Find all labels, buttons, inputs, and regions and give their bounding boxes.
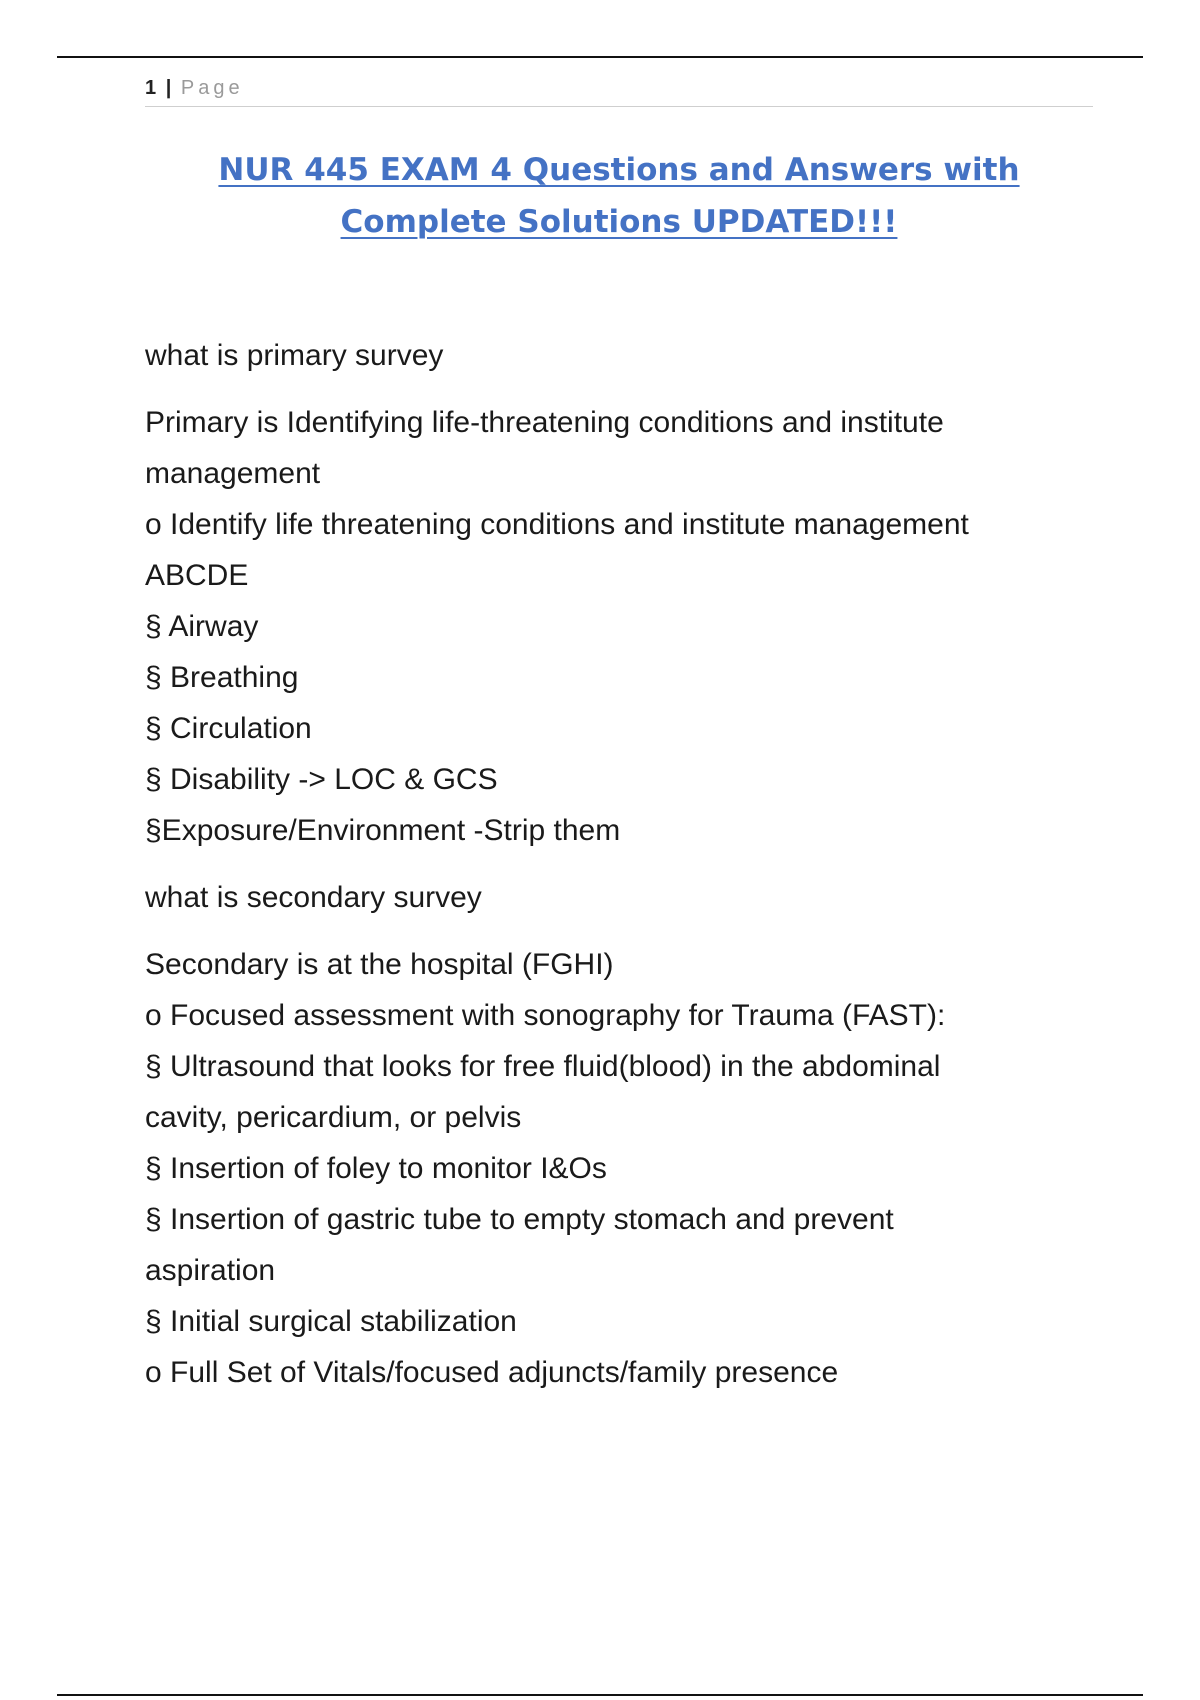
answer-line: § Circulation — [145, 712, 312, 745]
answer-line: management — [145, 457, 321, 490]
document-title-line-1: NUR 445 EXAM 4 Questions and Answers with — [218, 152, 1020, 188]
top-border-line — [57, 56, 1143, 58]
answer-line: Primary is Identifying life-threatening conditions and institute — [145, 406, 944, 439]
answer-line: o Identify life threatening conditions and institute management — [145, 508, 969, 541]
answer-line: cavity, pericardium, or pelvis — [145, 1101, 522, 1134]
document-body — [145, 330, 1093, 1414]
page-number: 1 — [145, 77, 157, 99]
answer-block — [145, 939, 1093, 1398]
page-header — [145, 74, 1093, 107]
answer-line: § Insertion of gastric tube to empty stomach and prevent — [145, 1203, 894, 1236]
answer-line: §Exposure/Environment -Strip them — [145, 814, 621, 847]
page-number-separator: | — [165, 77, 172, 99]
answer-line: § Breathing — [145, 661, 299, 694]
question-text: what is primary survey — [145, 339, 444, 372]
answer-line: § Insertion of foley to monitor I&Os — [145, 1152, 607, 1185]
document-title — [145, 144, 1093, 248]
answer-line: o Full Set of Vitals/focused adjuncts/family presence — [145, 1356, 839, 1389]
answer-line: aspiration — [145, 1254, 276, 1287]
answer-line: ABCDE — [145, 559, 249, 592]
answer-line: o Focused assessment with sonography for Trauma (FAST): — [145, 999, 946, 1032]
answer-block — [145, 397, 1093, 856]
answer-line: § Ultrasound that looks for free fluid(blood) in the abdominal — [145, 1050, 941, 1083]
answer-line: § Airway — [145, 610, 259, 643]
answer-line: § Disability -> LOC & GCS — [145, 763, 498, 796]
question-text: what is secondary survey — [145, 881, 482, 914]
page-label: Page — [180, 77, 244, 99]
bottom-border-line — [57, 1694, 1143, 1696]
answer-line: Secondary is at the hospital (FGHI) — [145, 948, 614, 981]
document-title-line-2: Complete Solutions UPDATED!!! — [340, 204, 898, 240]
answer-line: § Initial surgical stabilization — [145, 1305, 517, 1338]
